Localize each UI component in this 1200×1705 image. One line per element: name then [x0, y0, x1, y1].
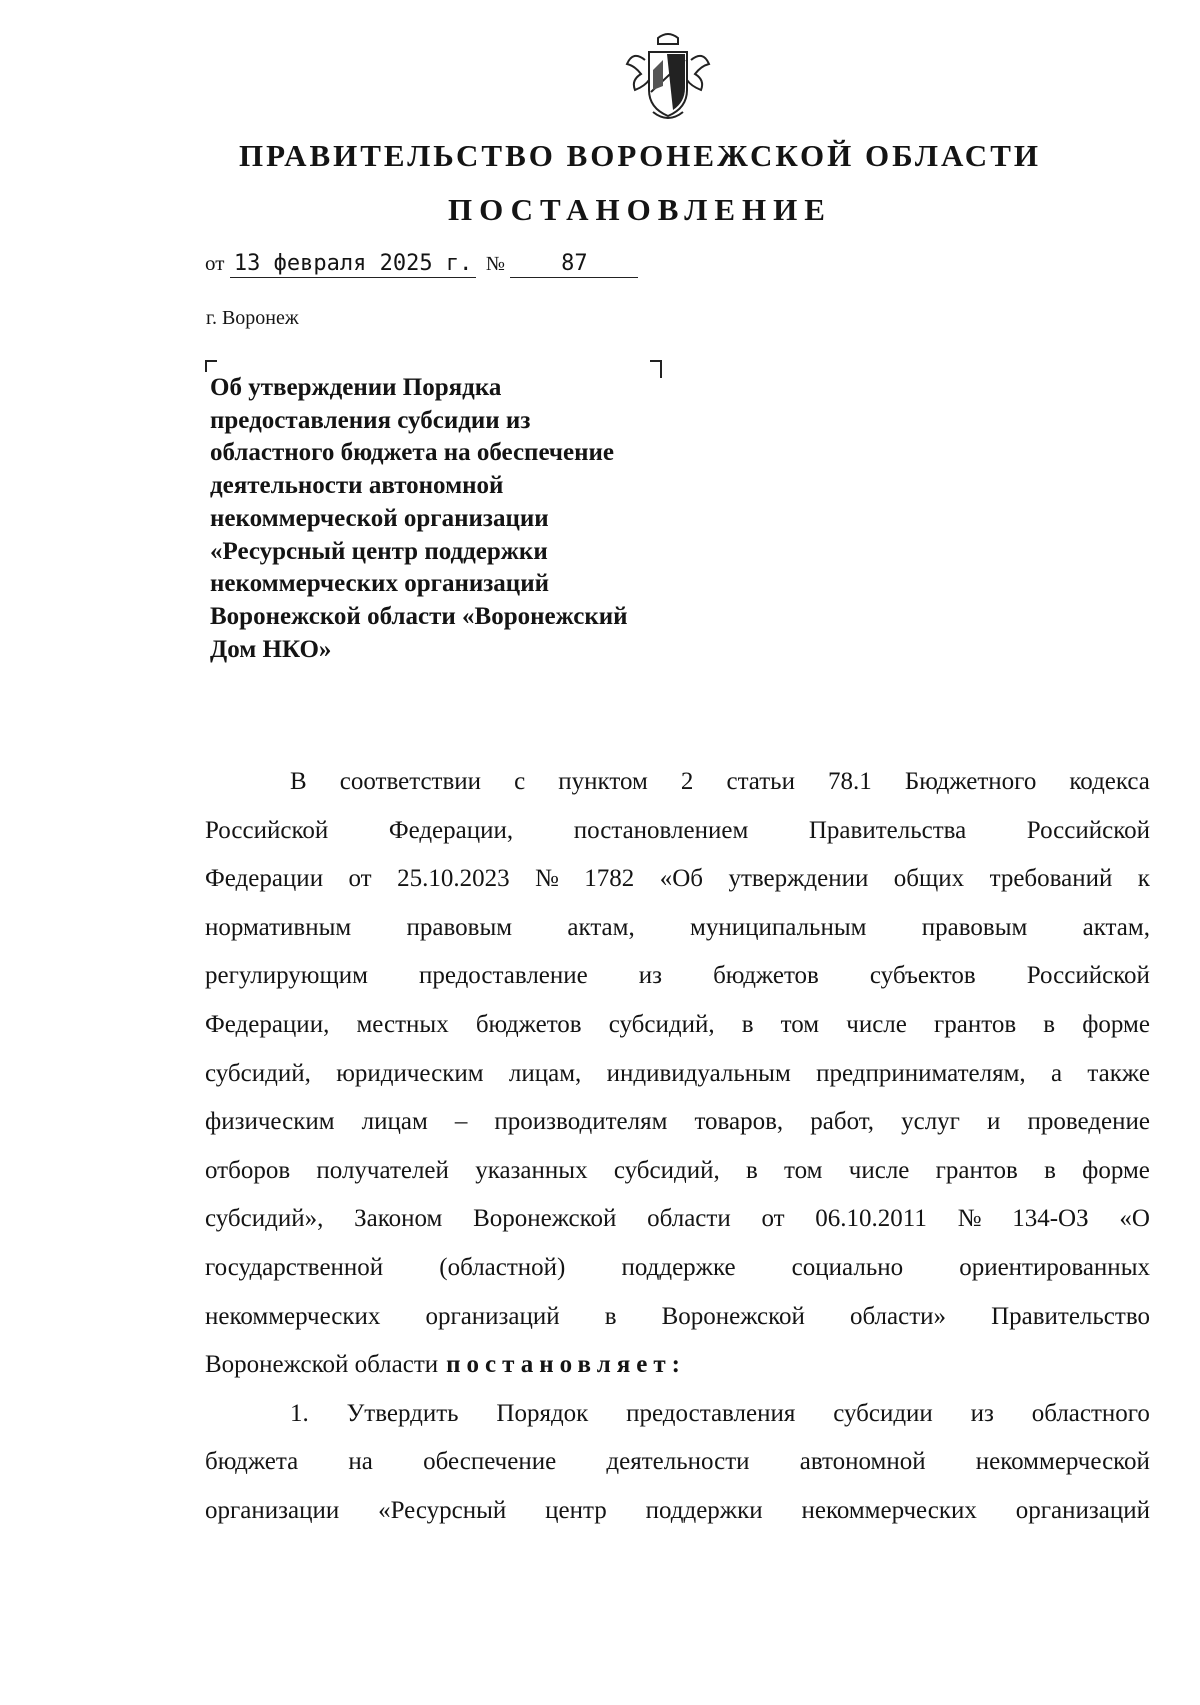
- text-line: [205, 1050, 1150, 1099]
- word: Порядок: [496, 1399, 589, 1427]
- word: субсидий,: [205, 1059, 311, 1087]
- word: субсидии: [833, 1399, 933, 1427]
- subject-line: Воронежской области «Воронежский: [210, 602, 628, 630]
- word: деятельности: [606, 1448, 750, 1476]
- word: актам,: [1082, 913, 1150, 941]
- subject-line: Дом НКО»: [210, 635, 332, 663]
- subject-line: областного бюджета на обеспечение: [210, 439, 615, 467]
- word: «Ресурсный: [378, 1496, 507, 1524]
- word: из: [638, 962, 663, 990]
- word: Бюджетного: [904, 768, 1037, 795]
- word: поддержки: [645, 1496, 763, 1524]
- word: с: [514, 768, 526, 795]
- text-line: [205, 1487, 1150, 1536]
- word: том: [784, 1156, 823, 1184]
- word: «О: [1119, 1205, 1150, 1233]
- word: в: [1044, 1156, 1056, 1184]
- word: работ,: [810, 1108, 875, 1136]
- word: «Об: [659, 865, 704, 893]
- word: требований: [989, 865, 1113, 893]
- word: отборов: [205, 1156, 291, 1184]
- word: Правительства: [808, 816, 967, 844]
- word: от: [348, 865, 372, 893]
- word: правовым: [406, 913, 513, 941]
- text-line: [205, 855, 1150, 904]
- word: и: [987, 1108, 1001, 1136]
- text-line: [205, 1293, 1150, 1342]
- government-name: ПРАВИТЕЛЬСТВО ВОРОНЕЖСКОЙ ОБЛАСТИ: [239, 138, 1041, 173]
- word: утверждении: [728, 865, 869, 893]
- subject-line: «Ресурсный центр поддержки: [210, 537, 548, 565]
- word: организаций: [1015, 1496, 1150, 1524]
- word: актам,: [567, 913, 635, 941]
- word: 1.: [290, 1399, 309, 1427]
- document-date: 13 февраля 2025 г.: [230, 253, 476, 278]
- word: соответствии: [339, 768, 482, 795]
- word: субъектов: [869, 962, 976, 990]
- word: №: [957, 1205, 982, 1233]
- text-line: [205, 1098, 1150, 1147]
- word: в: [741, 1010, 754, 1038]
- word: 1782: [584, 865, 635, 893]
- word: некоммерческой: [975, 1448, 1150, 1476]
- word: Российской: [1026, 962, 1150, 990]
- word: бюджета: [205, 1448, 299, 1476]
- decree-keyword: постановляет:: [446, 1351, 686, 1379]
- word: Российской: [1026, 816, 1150, 844]
- word: постановлением: [573, 816, 749, 844]
- decree-line: [205, 1341, 1150, 1390]
- word: организации: [205, 1496, 340, 1524]
- word: получателей: [316, 1156, 449, 1184]
- date-prefix: от: [205, 251, 225, 275]
- word: автономной: [799, 1448, 926, 1476]
- text-line: [205, 1195, 1150, 1244]
- word: центр: [545, 1496, 607, 1524]
- word: юридическим: [336, 1059, 484, 1087]
- subject-line: деятельности автономной: [210, 472, 504, 500]
- word: правовым: [921, 913, 1028, 941]
- word: также: [1087, 1059, 1150, 1087]
- word: лицам: [361, 1108, 428, 1136]
- word: грантов: [934, 1010, 1017, 1038]
- word: регулирующим: [205, 962, 368, 990]
- word: в: [1043, 1010, 1056, 1038]
- word: 25.10.2023: [397, 865, 510, 893]
- word: субсидий»,: [205, 1205, 324, 1233]
- word: Федерации: [205, 865, 324, 893]
- text-line: [205, 807, 1150, 856]
- word: государственной: [205, 1253, 384, 1281]
- word: области»: [849, 1302, 947, 1330]
- word: обеспечение: [423, 1448, 557, 1476]
- word: субсидий,: [608, 1010, 715, 1038]
- document-body: [205, 758, 1150, 1536]
- word: 2: [680, 768, 694, 795]
- word: общих: [893, 865, 965, 893]
- document-type: ПОСТАНОВЛЕНИЕ: [448, 192, 832, 227]
- word: Утвердить: [346, 1399, 459, 1427]
- word: лицам,: [508, 1059, 582, 1087]
- word: В: [290, 768, 307, 795]
- word: к: [1137, 865, 1150, 893]
- word: муниципальным: [690, 913, 867, 941]
- word: проведение: [1027, 1108, 1150, 1136]
- word: Федерации,: [205, 1010, 330, 1038]
- word: том: [780, 1010, 820, 1038]
- coat-of-arms-icon: [623, 30, 713, 126]
- text-line: [205, 1390, 1150, 1439]
- word: статьи: [726, 768, 795, 795]
- word: Федерации,: [388, 816, 514, 844]
- word: бюджетов: [713, 962, 819, 990]
- word: физическим: [205, 1108, 335, 1136]
- word: форме: [1082, 1010, 1150, 1038]
- text-line: [205, 1438, 1150, 1487]
- preamble-paragraph: [205, 758, 1150, 1341]
- word: 06.10.2011: [815, 1205, 927, 1233]
- word: кодекса: [1069, 768, 1150, 795]
- word: предоставления: [626, 1399, 796, 1427]
- word: из: [970, 1399, 994, 1427]
- word: организаций: [425, 1302, 560, 1330]
- word: а: [1050, 1059, 1063, 1087]
- document-subject: [210, 372, 700, 666]
- word: услуг: [901, 1108, 960, 1136]
- subject-line: Об утверждении Порядка: [210, 374, 502, 401]
- word: нормативным: [205, 913, 352, 941]
- city: г. Воронеж: [206, 307, 299, 329]
- text-line: [205, 952, 1150, 1001]
- word: 78.1: [828, 768, 872, 795]
- word: предпринимателям,: [816, 1059, 1026, 1087]
- word: Воронежской: [473, 1205, 617, 1233]
- word: индивидуальным: [606, 1059, 791, 1087]
- word: субсидий,: [613, 1156, 720, 1184]
- word: областного: [1031, 1399, 1150, 1427]
- subject-corner-left: [205, 360, 217, 372]
- subject-line: предоставления субсидии из: [210, 406, 531, 434]
- word: социально: [791, 1253, 904, 1281]
- word: некоммерческих: [205, 1302, 381, 1330]
- word: –: [454, 1108, 468, 1136]
- word: бюджетов: [475, 1010, 582, 1038]
- word: (областной): [439, 1253, 566, 1281]
- text-line: [205, 1001, 1150, 1050]
- word: в: [745, 1156, 758, 1184]
- word: в: [604, 1302, 617, 1330]
- word: области: [647, 1205, 731, 1233]
- word: Правительство: [991, 1302, 1150, 1330]
- word: на: [348, 1448, 373, 1476]
- document-number: 87: [510, 253, 638, 278]
- word: товаров,: [694, 1108, 784, 1136]
- text-line: [205, 904, 1150, 953]
- word: числе: [846, 1010, 907, 1038]
- number-sign: №: [485, 253, 505, 275]
- word: от: [761, 1205, 785, 1233]
- word: Законом: [354, 1205, 443, 1233]
- subject-line: некоммерческой организации: [210, 504, 549, 532]
- text-line: [205, 1244, 1150, 1293]
- word: числе: [848, 1156, 910, 1184]
- word: грантов: [935, 1156, 1018, 1184]
- text-line: [205, 1147, 1150, 1196]
- word: №: [535, 865, 559, 893]
- item-1-paragraph: [205, 1390, 1150, 1536]
- subject-line: некоммерческих организаций: [210, 570, 550, 598]
- text-line: [205, 758, 1150, 807]
- word: пунктом: [558, 768, 648, 795]
- word: указанных: [475, 1156, 588, 1184]
- word: Российской: [205, 816, 329, 844]
- decree-line-text: Воронежской области: [205, 1351, 439, 1379]
- word: производителям: [494, 1108, 668, 1136]
- word: местных: [356, 1010, 449, 1038]
- word: предоставление: [418, 962, 588, 990]
- date-number-line: [205, 250, 638, 278]
- word: Воронежской: [661, 1302, 805, 1330]
- word: некоммерческих: [801, 1496, 977, 1524]
- word: форме: [1082, 1156, 1150, 1184]
- word: поддержке: [621, 1253, 736, 1281]
- word: ориентированных: [959, 1253, 1150, 1281]
- word: 134-ОЗ: [1012, 1205, 1089, 1233]
